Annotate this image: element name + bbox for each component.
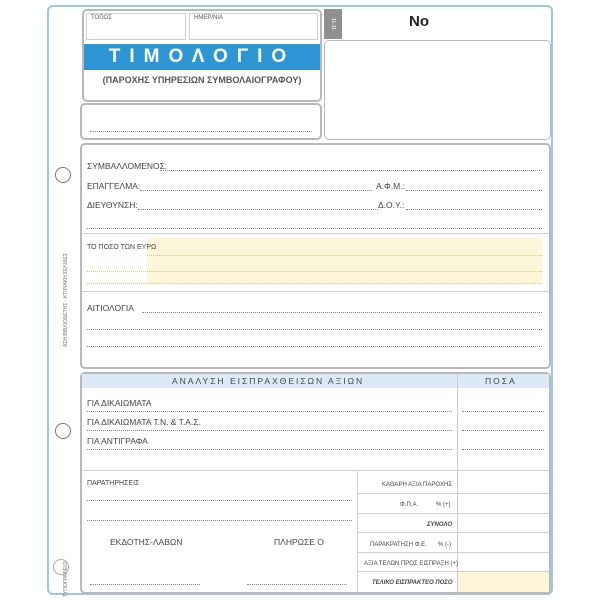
place-field[interactable] [86,13,186,40]
afm-line[interactable] [406,190,542,191]
vat-pct: % (+) [436,502,451,508]
withholding-pct: % (-) [438,542,451,548]
issuer-signature-line[interactable] [90,584,200,585]
analysis-header: ΑΝΑΛΥΣΗ ΕΙΣΠΡΑΧΘΕΙΣΩΝ ΑΞΙΩΝ [172,376,365,386]
analysis-box [80,372,551,594]
doy-line[interactable] [406,209,542,210]
reason-top-divider [82,291,549,292]
amounts-divider [457,374,458,472]
address-line[interactable] [138,209,378,210]
afm-label: Α.Φ.Μ.: [376,181,405,191]
header-extra-box[interactable] [80,103,322,140]
date-field[interactable] [189,13,318,40]
profession-label: ΕΠΑΓΓΕΛΜΑ: [87,181,141,191]
analysis-row-2-label: ΓΙΑ ΔΙΚΑΙΩΜΑΤΑ Τ.Ν. & Τ.Α.Σ. [87,417,201,427]
final-label: ΤΕΛΙΚΟ ΕΙΣΠΡΑΚΤΕΟ ΠΟΣΟ [372,580,453,586]
reason-label: ΑΙΤΙΟΛΟΓΙΑ [87,303,134,313]
profession-line[interactable] [140,190,372,191]
analysis-row-3-label: ΓΙΑ ΑΝΤΙΓΡΑΦΑ [87,436,148,446]
totals-row-2 [358,513,549,514]
reason-line-2[interactable] [87,329,542,330]
address-label: ΔΙΕΥΘΥΝΣΗ: [87,200,138,210]
remarks-line-2[interactable] [87,520,352,521]
margin-side-text: ΑΣΗ ΒΙΒΛΙΟΔΕΤΗΣ - ΚΤΙΡΙΑΚΗ ΣΕΛΙΔΕΣ [63,253,69,347]
amount-line-2 [87,271,542,272]
reason-line-1[interactable] [142,312,542,313]
payer-label: ΠΛΗΡΩΣΕ Ο [274,537,324,547]
analysis-row-1-line[interactable] [87,411,452,412]
reason-line-3[interactable] [87,346,542,347]
net-label: ΚΑΘΑΡΗ ΑΞΙΑ ΠΑΡΟΧΗΣ [382,482,453,488]
amount-row-3[interactable] [462,449,544,450]
remarks-line-1[interactable] [87,500,352,501]
remarks-label: ΠΑΡΑΤΗΡΗΣΕΙΣ [87,480,140,487]
payer-signature-line[interactable] [247,584,347,585]
date-label: ΗΜΕΡ/ΝΙΑ [194,15,224,21]
vat-label: Φ.Π.Α. [400,502,419,508]
amounts-header: ΠΟΣΑ [485,376,517,386]
header-title-box [82,9,322,102]
contractor-label: ΣΥΜΒΑΛΛΟΜΕΝΟΣ: [87,161,168,171]
totals-row-4 [358,552,549,553]
issuer-label: ΕΚΔΟΤΗΣ-ΛΑΒΩΝ [110,537,183,547]
withholding-label: ΠΑΡΑΚΡΑΤΗΣΗ Φ.Ε. [370,542,427,548]
invoice-sheet [47,5,553,595]
invoice-subtitle: (ΠΑΡΟΧΗΣ ΥΠΗΡΕΣΙΩΝ ΣΥΜΒΟΛΑΙΟΓΡΑΦΟΥ) [102,75,302,85]
final-amount-field[interactable] [458,572,549,592]
sum-label: ΣΥΝΟΛΟ [427,522,453,528]
publisher-logo-icon [53,559,69,575]
client-extra-line[interactable] [87,228,542,229]
invoice-number-label: No [409,13,429,30]
amount-row-1[interactable] [462,411,544,412]
punch-hole-top [55,167,71,183]
margin-brand-text: ΤΥΠΟΓΡΑΦΕΙΟ [63,561,69,597]
recipient-stamp-box[interactable] [324,40,551,140]
code-text: 11-11 [330,17,336,31]
amount-line-1 [147,255,542,256]
amount-top-divider [82,233,549,234]
place-label: ΤΟΠΟΣ [91,15,112,21]
client-info-box [80,143,551,369]
analysis-bottom-divider [82,470,549,471]
amount-label: ΤΟ ΠΟΣΟ ΤΩΝ ΕΥΡΩ [87,244,157,251]
amount-row-2[interactable] [462,430,544,431]
punch-hole-bottom [55,423,71,439]
fees-label: ΑΞΙΑ ΤΕΛΩΝ ΠΡΟΣ ΕΙΣΠΡΑΞΗ (+) [364,561,459,567]
code-badge [324,9,342,39]
analysis-row-3-line[interactable] [87,449,452,450]
analysis-row-2-line[interactable] [87,430,452,431]
extra-line [90,131,312,132]
totals-row-1 [358,493,549,494]
contractor-line[interactable] [160,170,542,171]
amount-line-3 [87,283,542,284]
totals-row-3 [358,532,549,533]
amount-words-area[interactable] [147,238,542,284]
analysis-row-1-label: ΓΙΑ ΔΙΚΑΙΩΜΑΤΑ [87,398,152,408]
doy-label: Δ.Ο.Υ.: [378,200,405,210]
invoice-title: ΤΙΜΟΛΟΓΙΟ [84,44,320,70]
